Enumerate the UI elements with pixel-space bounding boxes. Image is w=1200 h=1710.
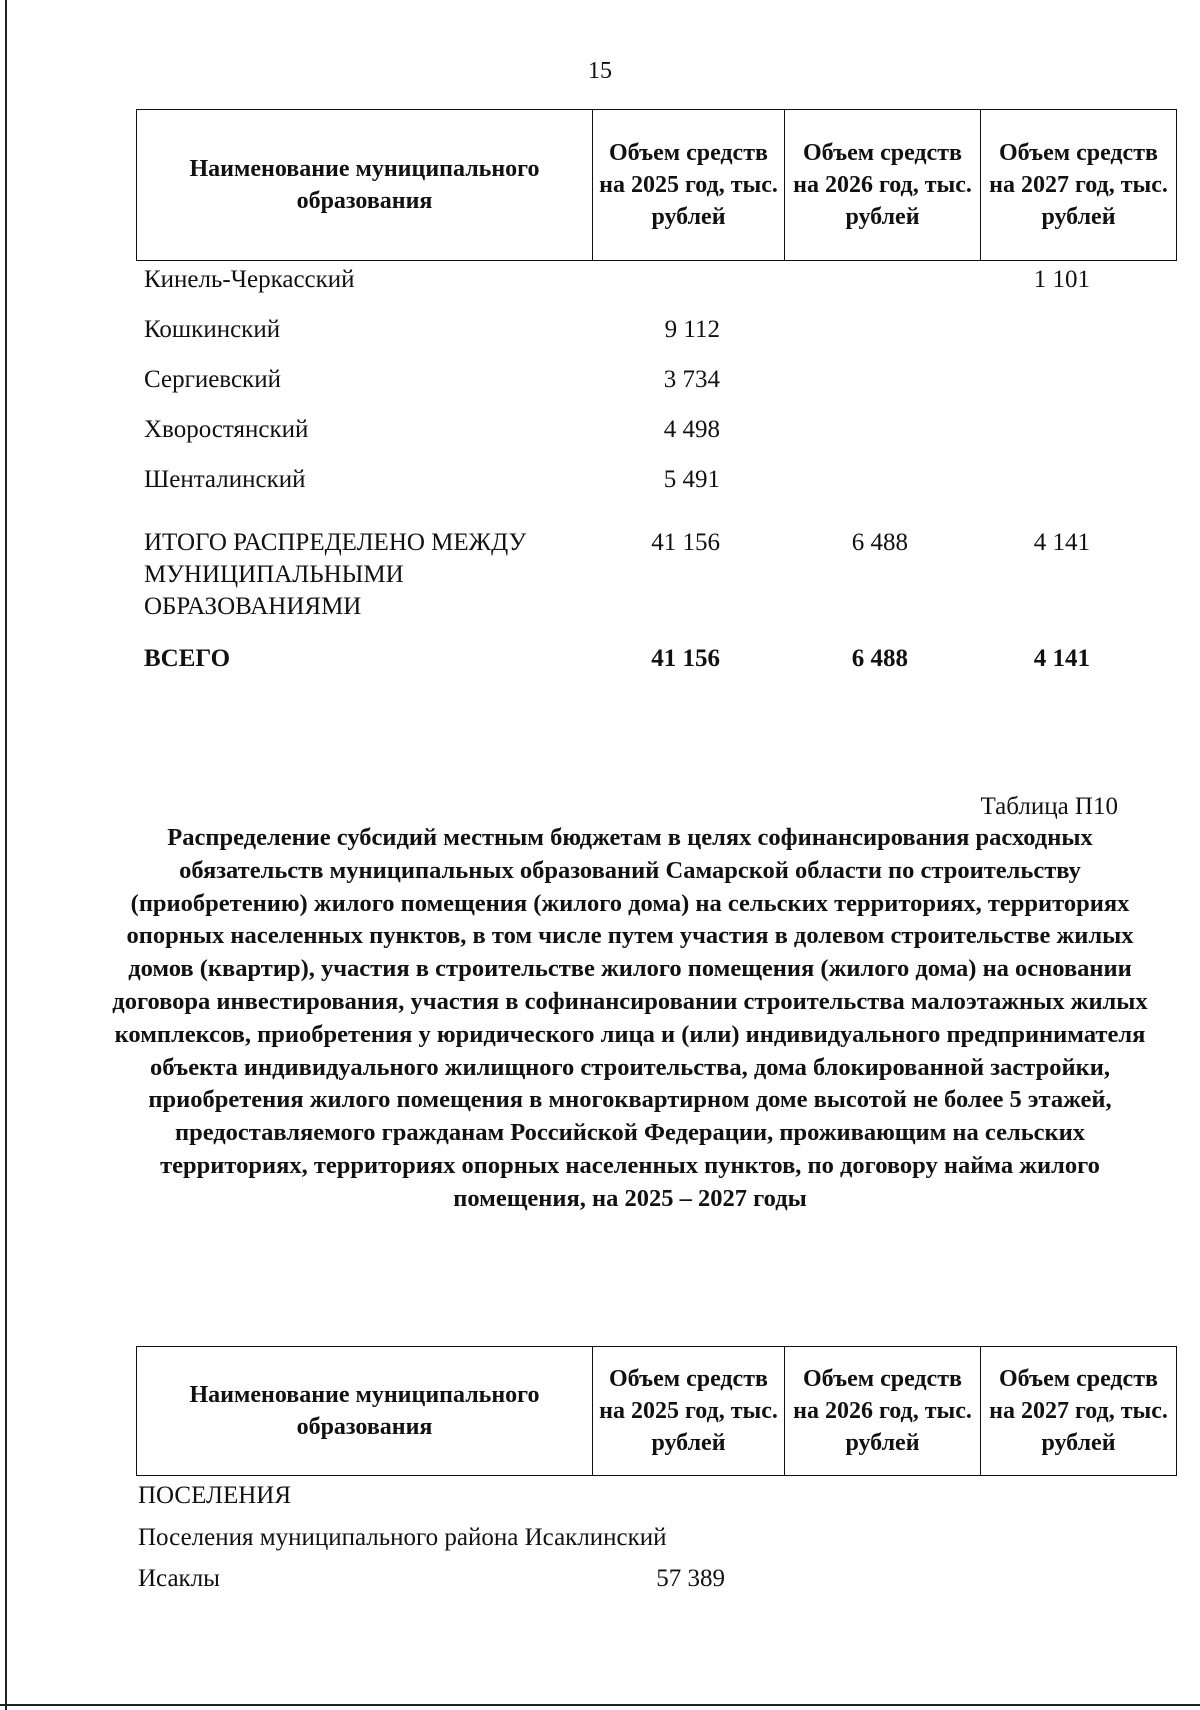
- subsection-heading: Поселения муниципального района Исаклинский: [138, 1524, 667, 1551]
- row-2026: 6 488: [851, 645, 908, 672]
- table1-header-2026: Объем средств на 2026 год, тыс. рублей: [785, 110, 981, 261]
- row-name: Шенталинский: [144, 466, 306, 493]
- row-name: Исаклы: [138, 1565, 220, 1592]
- row-name: Кошкинский: [144, 316, 281, 343]
- table1-header: [136, 109, 1177, 261]
- row-2025: 4 498: [663, 416, 720, 443]
- table1-header-name: Наименование муниципального образования: [137, 110, 593, 261]
- row-name: Хворостянский: [144, 416, 309, 443]
- table2-header: [136, 1346, 1177, 1476]
- table-title: Распределение субсидий местным бюджетам в целях софинансирования расходных обязательств муниципальных образований Самарской области по строительству (приобретению) жилого помещения (жилого дома) на сельских территориях, территориях опорных населенных пунктов, в том числе путем участия в долевом строительстве жилых домов (квартир), участия в строительстве жилого помещения (жилого дома) на основании договора инвестирования, участия в софинансировании строительства малоэтажных жилых комплексов, приобретения у юридического лица и (или) индивидуального предпринимателя объекта индивидуального жилищного строительства, дома блокированной застройки, приобретения жилого помещения в многоквартирном доме высотой не более 5 этажей, предоставляемого гражданам Российской Федерации, проживающим на сельских территориях, территориях опорных населенных пунктов, по договору найма жилого помещения, на 2025 – 2027 годы: [112, 824, 1148, 1212]
- page-number: 15: [588, 58, 612, 84]
- row-2027: 1 101: [1033, 266, 1090, 293]
- row-2025: 57 389: [656, 1565, 725, 1592]
- row-2025: 9 112: [664, 316, 720, 343]
- row-2026: 6 488: [851, 529, 908, 556]
- table2-header-name: Наименование муниципального образования: [137, 1347, 593, 1476]
- page-bottom-edge: [0, 1704, 1200, 1706]
- table-label: Таблица П10: [980, 793, 1118, 820]
- row-2025: 41 156: [651, 529, 720, 556]
- row-2027: 4 141: [1033, 529, 1090, 556]
- row-2025: 5 491: [663, 466, 720, 493]
- row-2027: 4 141: [1033, 645, 1090, 672]
- row-name: Кинель-Черкасский: [144, 266, 355, 293]
- row-2025: 3 734: [663, 366, 720, 393]
- row-2025: 41 156: [651, 645, 720, 672]
- row-name: ИТОГО РАСПРЕДЕЛЕНО МЕЖДУ МУНИЦИПАЛЬНЫМИ ОБРАЗОВАНИЯМИ: [144, 529, 527, 620]
- table2-header-2027: Объем средств на 2027 год, тыс. рублей: [981, 1347, 1177, 1476]
- section-heading: ПОСЕЛЕНИЯ: [138, 1482, 292, 1509]
- table1-header-2027: Объем средств на 2027 год, тыс. рублей: [981, 110, 1177, 261]
- row-name: ВСЕГО: [144, 645, 231, 672]
- table2-header-2025: Объем средств на 2025 год, тыс. рублей: [593, 1347, 785, 1476]
- table1-header-2025: Объем средств на 2025 год, тыс. рублей: [593, 110, 785, 261]
- row-name: Сергиевский: [144, 366, 281, 393]
- page-left-edge: [5, 0, 7, 1710]
- table2-header-2026: Объем средств на 2026 год, тыс. рублей: [785, 1347, 981, 1476]
